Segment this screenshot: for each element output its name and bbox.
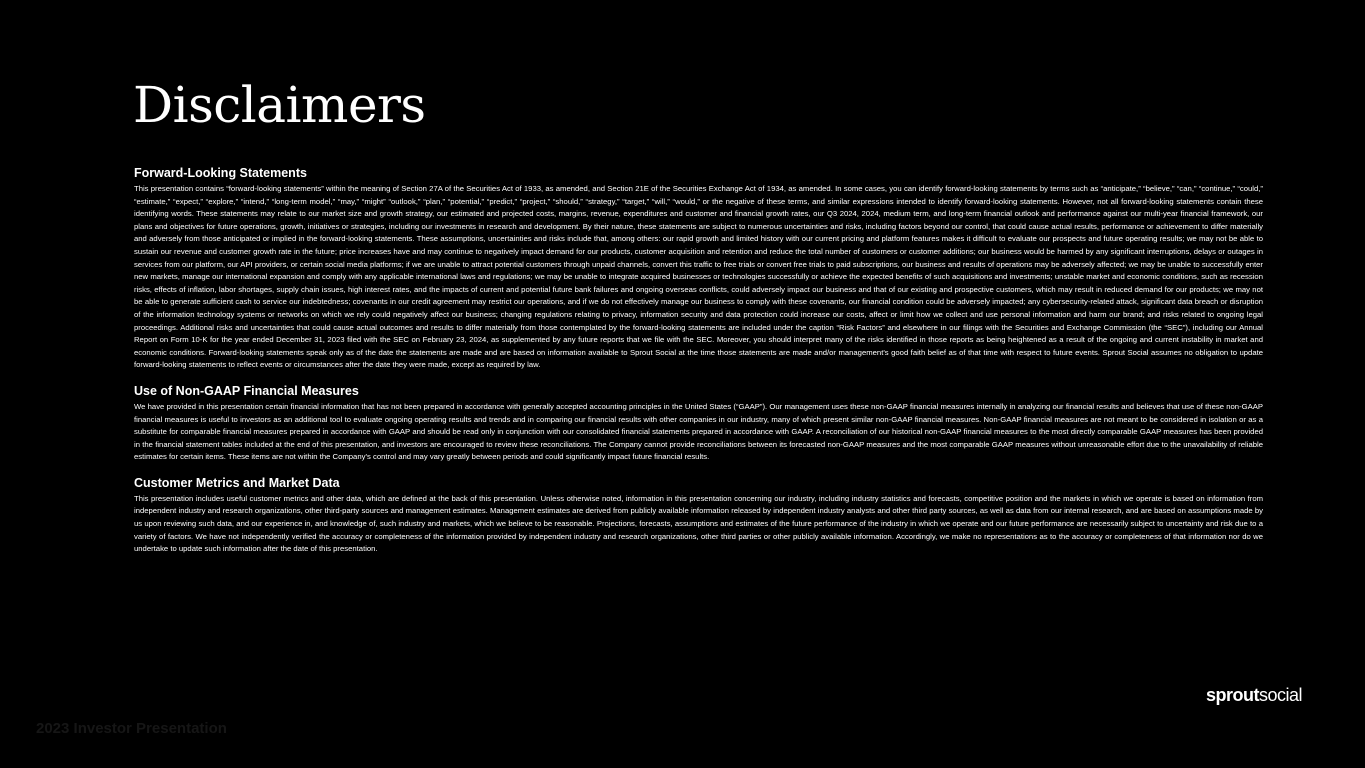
section-heading: Customer Metrics and Market Data (134, 475, 340, 490)
section-non-gaap (134, 384, 1263, 464)
section-forward-looking (134, 166, 1263, 372)
logo-part-sprout: sprout (1205, 685, 1259, 705)
logo-part-social: social (1258, 685, 1302, 705)
section-customer-metrics (134, 476, 1263, 556)
section-body: This presentation contains “forward-looking statements” within the meaning of Section 27A of the Securities Act of 1933, as amended, and Section 21E of the Securities Exchange Act of 1934, as amended. In some cases, you can identify forward-looking statements by terms such as “anticipate,” “believe,” “can,” “continue,” “could,” “estimate,” “expect,” “explore,” “intend,” “long-term model,” “may,” “might” “outlook,” “plan,” “potential,” “predict,” “project,” “should,” “strategy,” “target,” “will,” “would,” or the negative of these terms, and similar expressions intended to identify forward-looking statements. However, not all forward-looking statements contain these identifying words. These statements may relate to our market size and growth strategy, our estimated and projected costs, margins, revenue, expenditures and customer and financial growth rates, our Q3 2024, 2024, medium term, and long-term financial outlook and performance against our multi-year financial framework, our plans and objectives for future operations, growth, initiatives or strategies, including our investments in research and development. By their nature, these statements are subject to numerous uncertainties and risks, including factors beyond our control, that could cause actual results, performance or achievement to differ materially and adversely from those anticipated or implied in the forward-looking statements. These assumptions, uncertainties and risks include that, among others: our rapid growth and limited history with our current pricing and platform features makes it difficult to evaluate our prospects and future operating results; we may not be able to sustain our revenue and customer growth rate in the future; price increases have and may continue to negatively impact demand for our products, customer acquisition and retention and reduce the total number of customers or customer additions; our business would be harmed by any significant interruptions, delays or outages in services from our platform, our API providers, or certain social media platforms; if we are unable to attract potential customers through unpaid channels, convert this traffic to free trials or convert free trials to paid subscriptions, our business and results of operations may be adversely affected; we may be unable to successfully enter new markets, manage our international expansion and comply with any applicable international laws and regulations; we may be unable to integrate acquired businesses or technologies successfully or achieve the expected benefits of such acquisitions and investments; unstable market and economic conditions, such as recession risks, effects of inflation, labor shortages, supply chain issues, high interest rates, and the impacts of current and potential future bank failures and ongoing overseas conflicts, could adversely impact our business and that of our existing and prospective customers, which may result in reduced demand for our products; we may not be able to generate sufficient cash to service our indebtedness; covenants in our credit agreement may restrict our operations, and if we do not effectively manage our business to comply with these covenants, our financial condition could be adversely impacted; any cybersecurity-related attack, significant data breach or disruption of the information technology systems or networks on which we rely could negatively affect our business; changing regulations relating to privacy, information security and data protection could increase our costs, affect or limit how we collect and use personal information and harm our brand; and risks related to ongoing legal proceedings. Additional risks and uncertainties that could cause actual outcomes and results to differ materially from those contemplated by the forward-looking statements are included under the caption “Risk Factors” and elsewhere in our filings with the Securities and Exchange Commission (the “SEC”), including our Annual Report on Form 10-K for the year ended December 31, 2023 filed with the SEC on February 23, 2024, as supplemented by any future reports that we file with the SEC. Moreover, you should interpret many of the risks identified in those reports as being heightened as a result of the ongoing and current instability in market and economic conditions. Forward-looking statements speak only as of the date the statements are made and are based on information available to Sprout Social at the time those statements are made and/or management's good faith belief as of that time with respect to future events. Sprout Social assumes no obligation to update forward-looking statements to reflect events or circumstances after the date they were made, except as required by law. (134, 184, 1263, 370)
section-body: We have provided in this presentation certain financial information that has not been prepared in accordance with generally accepted accounting principles in the United States (“GAAP”). Our management uses these non-GAAP financial measures internally in analyzing our financial results and believes that use of these non-GAAP financial measures is useful to investors as an additional tool to evaluate ongoing operating results and trends and in comparing our financial results with other companies in our industry, many of which present similar non-GAAP financial measures. Non-GAAP financial measures are not meant to be considered in isolation or as a substitute for comparable financial measures prepared in accordance with GAAP and should be read only in conjunction with our consolidated financial statements prepared in accordance with GAAP. A reconciliation of our historical non-GAAP financial measures to the most directly comparable GAAP measures has been provided in the financial statement tables included at the end of this presentation, and investors are encouraged to review these reconciliations. The Company cannot provide reconciliations between its forecasted non-GAAP measures and the most comparable GAAP measures without unreasonable effort due to the unavailability of reliable estimates for certain items. These items are not within the Company’s control and may vary greatly between periods and could significantly impact future financial results. (134, 401, 1263, 462)
section-body: This presentation includes useful customer metrics and other data, which are defined at the back of this presentation. Unless otherwise noted, information in this presentation concerning our industry, including industry statistics and forecasts, competitive position and the markets in which we operate is based on information from independent industry and research organizations, other third-party sources and management estimates. Management estimates are derived from publicly available information released by independent industry analysts and other third party sources, as well as data from our internal research, and are based on assumptions made by us upon reviewing such data, and our experience in, and knowledge of, such industry and markets, which we believe to be reasonable. Projections, forecasts, assumptions and estimates of the future performance of the industry in which we operate and our future performance are necessarily subject to uncertainty and risk due to a variety of factors. We have not independently verified the accuracy or completeness of the information provided by independent industry and research organizations, other third parties or other publicly available information. Accordingly, we make no representations as to the accuracy or completeness of that information nor do we undertake to update such information after the date of this presentation. (134, 493, 1263, 554)
sprout-social-logo (1206, 685, 1302, 706)
footer-label: 2023 Investor Presentation (36, 720, 227, 737)
disclaimer-content (134, 166, 1263, 568)
section-heading: Use of Non-GAAP Financial Measures (134, 383, 359, 398)
section-heading: Forward-Looking Statements (134, 166, 307, 180)
page-title: Disclaimers (133, 76, 426, 134)
